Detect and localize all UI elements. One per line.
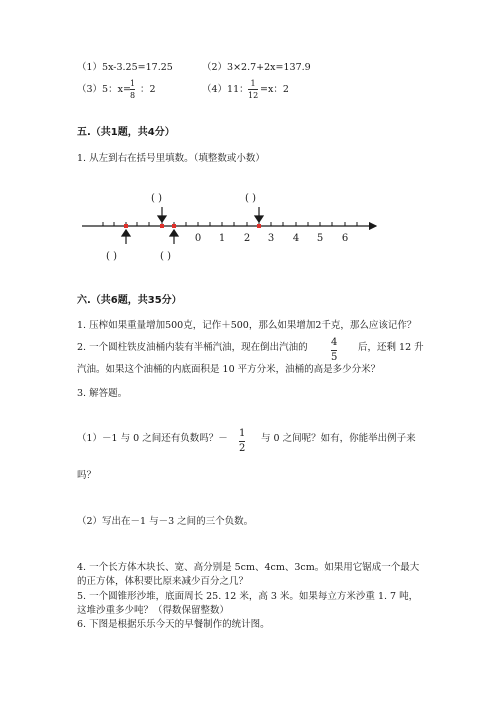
tick-label-4: 4 — [292, 233, 300, 244]
equation-1: （1）5x-3.25=17.25 — [77, 62, 173, 73]
section-6-question-2-part-c: 汽油。如果这个油桶的内底面积是 10 平方分米，油桶的高是多少分米？ — [77, 364, 381, 375]
marker-point-4 — [257, 224, 261, 228]
number-line-labels — [195, 233, 348, 244]
question-3-1-part-b: 与 0 之间呢？如有，你能举出例子来 — [261, 433, 416, 444]
question-3-1-part-c: 吗？ — [77, 470, 97, 481]
section-6-question-6: 6. 下图是根据乐乐今天的早餐制作的统计图。 — [77, 619, 270, 630]
tick-label-6: 6 — [341, 233, 349, 244]
equation-3-prefix: （3）5：x= — [77, 84, 131, 95]
tick-label-2: 2 — [243, 233, 251, 244]
section-6-question-2-part-b: 后，还剩 12 升 — [358, 342, 424, 353]
section-5-heading: 五.（共1题，共4分） — [77, 127, 175, 138]
question-3-2: （2）写出在－1 与－3 之间的三个负数。 — [77, 516, 254, 527]
equation-4-suffix: =x：2 — [260, 84, 289, 95]
fraction-numerator: 1 — [250, 79, 256, 88]
paren-top-2: ( ) — [245, 193, 256, 204]
section-6-question-2-part-a: 2. 一个圆柱铁皮油桶内装有半桶汽油，现在倒出汽油的 — [77, 342, 308, 353]
marker-point-2 — [160, 224, 164, 228]
marker-point-1 — [124, 224, 128, 228]
fraction-numerator: 4 — [331, 337, 338, 348]
paren-top-1: ( ) — [151, 193, 162, 204]
paren-bottom-2: ( ) — [160, 251, 171, 262]
fraction-denominator: 8 — [130, 91, 136, 100]
fraction-numerator: 1 — [130, 79, 136, 88]
equation-4-prefix: （4）11： — [202, 84, 249, 95]
question-2-fraction — [331, 337, 337, 364]
question-3-1-fraction — [239, 428, 245, 455]
section-6-question-4-line-1: 4. 一个长方体木块长、宽、高分别是 5cm、4cm、3cm。如果用它锯成一个最大 — [77, 562, 420, 573]
paren-bottom-1: ( ) — [106, 251, 117, 262]
fraction-denominator: 5 — [331, 352, 338, 363]
section-5-question-1: 1. 从左到右在括号里填数。（填整数或小数） — [77, 153, 265, 164]
section-6-heading: 六.（共6题，共35分） — [77, 295, 182, 306]
section-6-question-3: 3. 解答题。 — [77, 388, 128, 399]
tick-label-3: 3 — [267, 233, 275, 244]
fraction-denominator: 12 — [248, 91, 259, 100]
fraction-denominator: 2 — [239, 443, 246, 454]
question-3-1-part-a: （1）－1 与 0 之间还有负数吗？－ — [77, 433, 228, 444]
section-6-question-5-line-1: 5. 一个圆锥形沙堆，底面周长 25. 12 米，高 3 米。如果每立方米沙重 1. 7 吨， — [77, 591, 419, 602]
section-6-question-1: 1. 压榨如果重量增加500克，记作＋500，那么如果增加2千克，那么应该记作？ — [77, 320, 417, 331]
tick-label-0: 0 — [194, 233, 202, 244]
equation-2: （2）3×2.7+2x=137.9 — [202, 62, 311, 73]
section-6-question-5-line-2: 这堆沙重多少吨？（得数保留整数） — [77, 605, 230, 616]
tick-label-1: 1 — [218, 233, 226, 244]
tick-label-5: 5 — [316, 233, 324, 244]
fraction-numerator: 1 — [239, 428, 246, 439]
marker-point-3 — [172, 224, 176, 228]
section-6-question-4-line-2: 的正方体，体积要比原来减少百分之几？ — [77, 576, 249, 587]
equation-3-suffix: ：2 — [140, 84, 156, 95]
